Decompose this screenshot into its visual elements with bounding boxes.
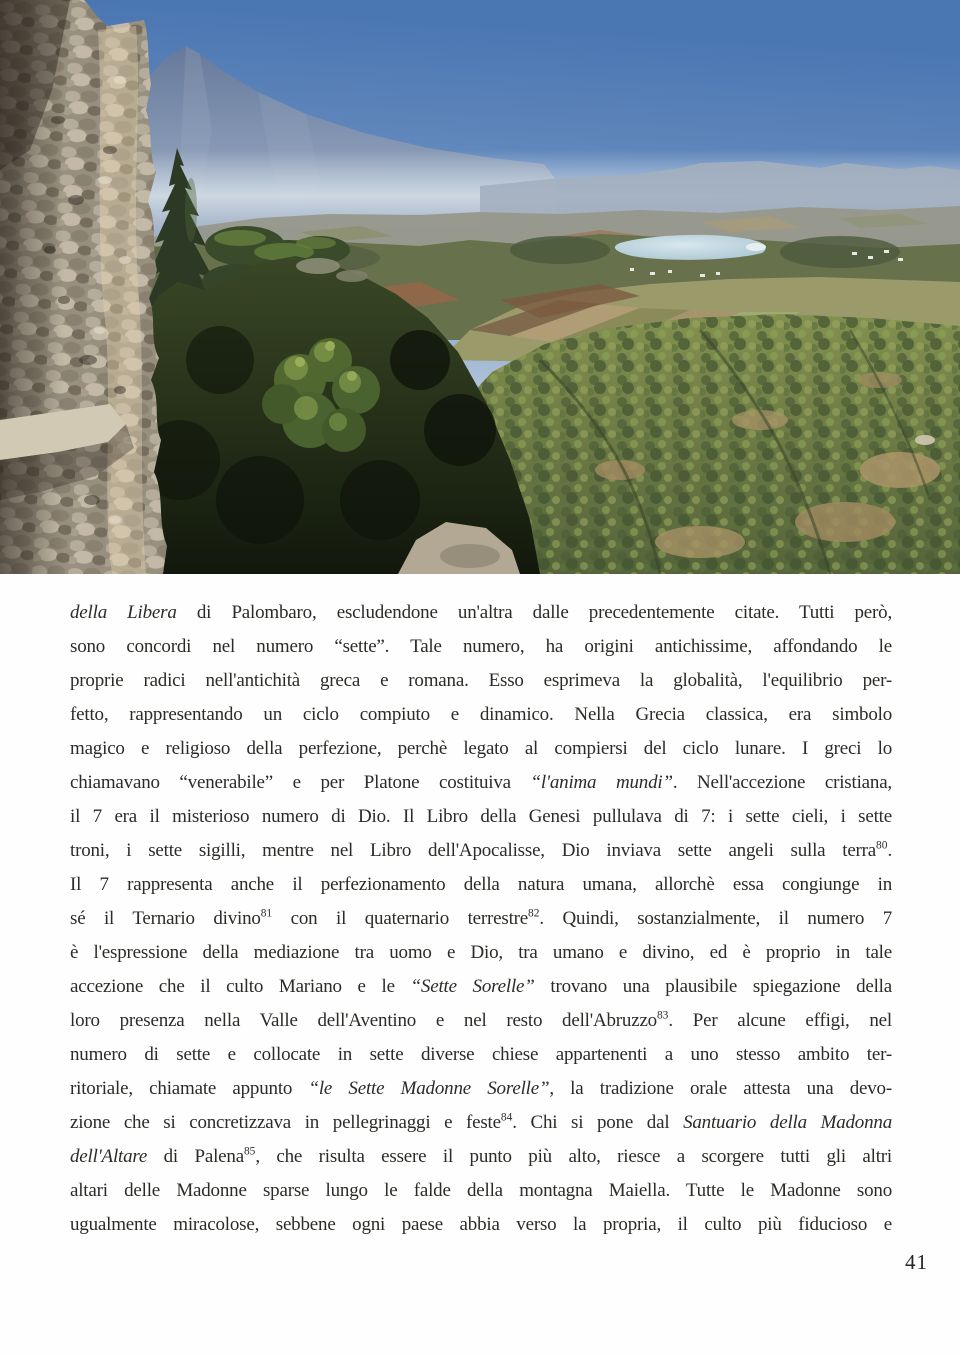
text-line: ritoriale, chiamate appunto “le Sette Madonne Sorelle”, la tradizione orale attesta una devo- bbox=[70, 1078, 892, 1099]
text-line: troni, i sette sigilli, mentre nel Libro dell'Apocalisse, Dio inviava sette angeli sulla terra$^{80}$. bbox=[70, 839, 892, 861]
text-line: accezione che il culto Mariano e le “Sette Sorelle” trovano una plausibile spiegazione della bbox=[70, 976, 892, 997]
text-line: è l'espressione della mediazione tra uomo e Dio, tra umano e divino, ed è proprio in tale bbox=[70, 942, 892, 963]
text-line: dell'Altare di Palena$^{85}$, che risulta essere il punto più alto, riesce a scorgere tutti gli altri bbox=[70, 1145, 892, 1167]
text-line: numero di sette e collocate in sette diverse chiese appartenenti a uno stesso ambito ter- bbox=[70, 1044, 892, 1065]
text-line: sé il Ternario divino$^{81}$ con il quaternario terrestre$^{82}$. Quindi, sostanzialmente, il numero 7 bbox=[70, 907, 892, 929]
text-line: zione che si concretizzava in pellegrinaggi e feste$^{84}$. Chi si pone dal Santuario della Madonna bbox=[70, 1111, 892, 1133]
text-line: magico e religioso della perfezione, perchè legato al compiersi del ciclo lunare. I greci lo bbox=[70, 738, 892, 759]
landscape-photo bbox=[0, 0, 960, 574]
text-line: fetto, rappresentando un ciclo compiuto e dinamico. Nella Grecia classica, era simbolo bbox=[70, 704, 892, 725]
text-line: altari delle Madonne sparse lungo le falde della montagna Maiella. Tutte le Madonne sono bbox=[70, 1180, 892, 1201]
text-line: Il 7 rappresenta anche il perfezionamento della natura umana, allorchè essa congiunge in bbox=[70, 874, 892, 895]
text-line: sono concordi nel numero “sette”. Tale numero, ha origini antichissime, affondando le bbox=[70, 636, 892, 657]
paragraph bbox=[70, 596, 892, 1242]
page-number: 41 bbox=[905, 1250, 928, 1274]
text-line: il 7 era il misterioso numero di Dio. Il Libro della Genesi pullulava di 7: i sette cieli, i sette bbox=[70, 806, 892, 827]
text-line: della Libera di Palombaro, escludendone un'altra dalle precedentemente citate. Tutti però, bbox=[70, 602, 892, 623]
text-line: ugualmente miracolose, sebbene ogni paese abbia verso la propria, il culto più fiducioso e bbox=[70, 1214, 892, 1235]
text-line: loro presenza nella Valle dell'Aventino e nel resto dell'Abruzzo$^{83}$. Per alcune effigi, nel bbox=[70, 1009, 892, 1031]
text-line: chiamavano “venerabile” e per Platone costituiva “l'anima mundi”. Nell'accezione cristiana, bbox=[70, 772, 892, 793]
text-line: proprie radici nell'antichità greca e romana. Esso esprimeva la globalità, l'equilibrio per- bbox=[70, 670, 892, 691]
